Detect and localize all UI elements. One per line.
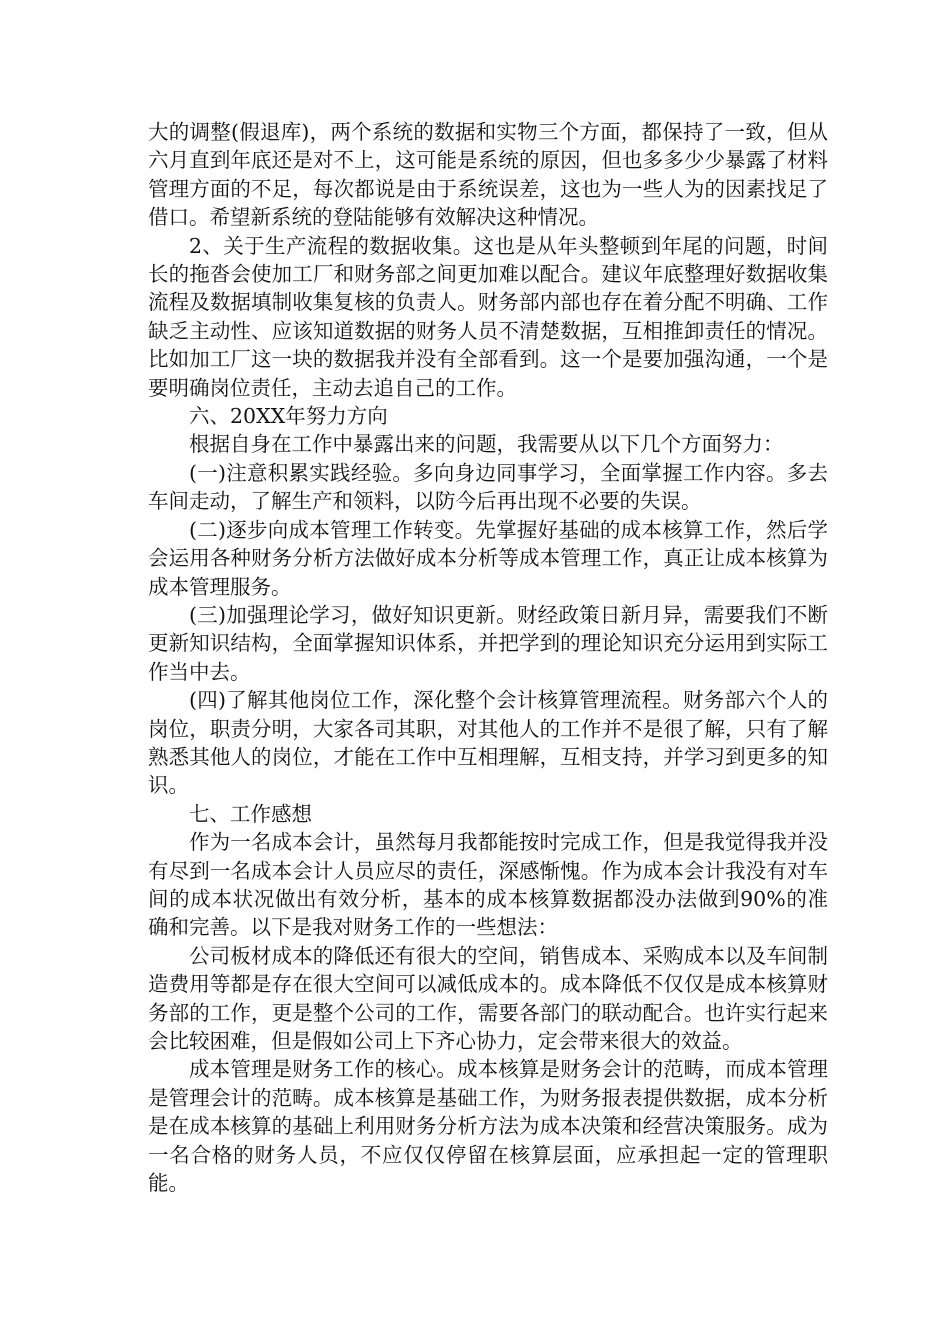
paragraph-cost-management: 成本管理是财务工作的核心。成本核算是财务会计的范畴，而成本管理是管理会计的范畴。成本核算是基础工作，为财务报表提供数据，成本分析是在成本核算的基础上利用财务分析方法为成本决策和经营决策服务。成为一名合格的财务人员，不应仅仅停留在核算层面，应承担起一定的管理职能。	[148, 1057, 828, 1196]
section-heading-six: 六、20XX年努力方向	[189, 404, 388, 429]
paragraph-item-two: (二)逐步向成本管理工作转变。先掌握好基础的成本核算工作，然后学会运用各种财务分析方法做好成本分析等成本管理工作，真正让成本核算为成本管理服务。	[148, 517, 828, 599]
paragraph-item-four: (四)了解其他岗位工作，深化整个会计核算管理流程。财务部六个人的岗位，职责分明，大家各司其职，对其他人的工作并不是很了解，只有了解熟悉其他人的岗位，才能在工作中互相理解，互相支持，并学习到更多的知识。	[148, 688, 828, 798]
document-page	[148, 118, 828, 1197]
paragraph-item-three: (三)加强理论学习，做好知识更新。财经政策日新月异，需要我们不断更新知识结构，全面掌握知识体系，并把学到的理论知识充分运用到实际工作当中去。	[148, 602, 828, 684]
section-heading-seven: 七、工作感想	[189, 801, 312, 826]
paragraph-continuation: 大的调整(假退库)，两个系统的数据和实物三个方面，都保持了一致，但从六月直到年底还是对不上，这可能是系统的原因，但也多多少少暴露了材料管理方面的不足，每次都说是由于系统误差，这也为一些人为的因素找足了借口。希望新系统的登陆能够有效解决这种情况。	[148, 120, 828, 230]
paragraph-item-one: (一)注意积累实践经验。多向身边同事学习，全面掌握工作内容。多去车间走动，了解生产和领料，以防今后再出现不必要的失误。	[148, 460, 828, 514]
paragraph-intro-efforts: 根据自身在工作中暴露出来的问题，我需要从以下几个方面努力：	[189, 432, 784, 457]
paragraph-data-collection: 2、关于生产流程的数据收集。这也是从年头整顿到年尾的问题，时间长的拖沓会使加工厂和财务部之间更加难以配合。建议年底整理好数据收集流程及数据填制收集复核的负责人。财务部内部也存在着分配不明确、工作缺乏主动性、应该知道数据的财务人员不清楚数据，互相推卸责任的情况。比如加工厂这一块的数据我并没有全部看到。这一个是要加强沟通，一个是要明确岗位责任，主动去追自己的工作。	[148, 233, 828, 400]
paragraph-reflection: 作为一名成本会计，虽然每月我都能按时完成工作，但是我觉得我并没有尽到一名成本会计人员应尽的责任，深感惭愧。作为成本会计我没有对车间的成本状况做出有效分析，基本的成本核算数据都没办法做到90%的准确和完善。以下是我对财务工作的一些想法：	[148, 830, 828, 940]
paragraph-cost-reduction: 公司板材成本的降低还有很大的空间，销售成本、采购成本以及车间制造费用等都是存在很大空间可以减低成本的。成本降低不仅仅是成本核算财务部的工作，更是整个公司的工作，需要各部门的联动配合。也许实行起来会比较困难，但是假如公司上下齐心协力，定会带来很大的效益。	[148, 943, 828, 1053]
